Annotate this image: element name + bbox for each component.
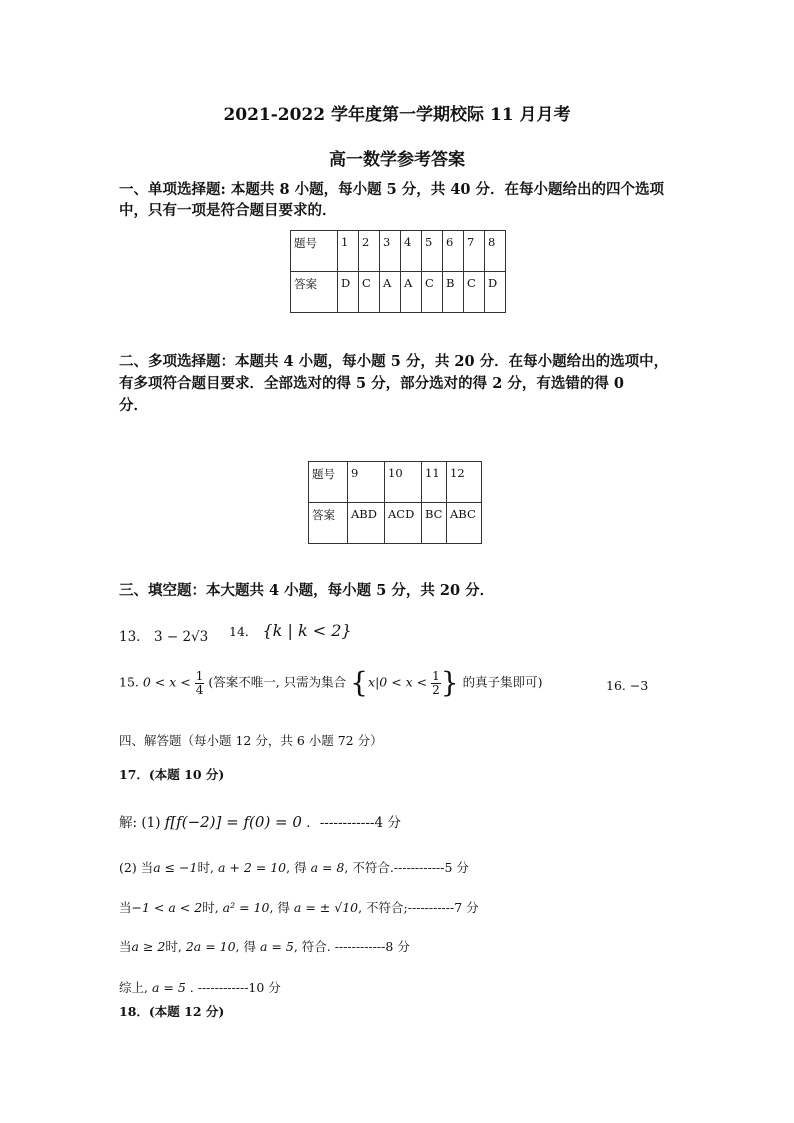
q17-line2-suffix: , 不符合.------------5 分	[344, 860, 469, 875]
question-number: 1	[338, 231, 359, 272]
answer-cell: ACD	[385, 503, 422, 544]
q15-fraction-numerator: 1	[195, 668, 204, 683]
q15-fraction-denominator: 4	[195, 682, 204, 697]
q13-label: 13．	[119, 629, 150, 645]
section1-heading-line1: 一、单项选择题: 本题共 8 小题，每小题 5 分，共 40 分．在每小题给出的四个选项	[119, 181, 665, 198]
q17-line1-suffix: ．------------4 分	[306, 815, 401, 831]
q15-label: 15.	[119, 674, 139, 690]
q17-line3-mid: 时,	[202, 900, 219, 915]
q13-answer-line	[119, 625, 208, 645]
table-row-numbers	[309, 462, 482, 503]
page-title: 2021-2022 学年度第一学期校际 11 月月考	[223, 105, 571, 125]
question-number: 6	[443, 231, 464, 272]
q17-line2-mid: 时,	[197, 860, 214, 875]
table-row-answers	[309, 503, 482, 544]
question-number: 4	[401, 231, 422, 272]
row-label-number: 题号	[291, 231, 338, 272]
q17-line1	[119, 811, 401, 831]
q17-line2	[119, 858, 469, 876]
q17-line4-condition: a ≥ 2	[131, 939, 166, 954]
answer-cell: D	[485, 272, 506, 313]
question-number: 10	[385, 462, 422, 503]
q17-line4	[119, 937, 410, 955]
q15-note-a: (答案不唯一, 只需为集合	[208, 674, 347, 690]
section3-heading: 三、填空题：本大题共 4 小题，每小题 5 分，共 20 分．	[119, 582, 495, 599]
q17-line2-equation: a + 2 = 10	[217, 860, 287, 875]
q14-answer: {k | k < 2}	[262, 621, 352, 640]
question-number: 8	[485, 231, 506, 272]
answer-cell: C	[464, 272, 485, 313]
question-number: 12	[447, 462, 482, 503]
answer-cell: D	[338, 272, 359, 313]
q16-answer: −3	[629, 678, 649, 693]
answer-cell: C	[422, 272, 443, 313]
q17-line3-condition: −1 < a < 2	[131, 900, 203, 915]
answer-cell: C	[359, 272, 380, 313]
section2-heading-line1: 二、多项选择题：本题共 4 小题，每小题 5 分，共 20 分．在每小题给出的选项中，	[119, 353, 669, 370]
q16-answer-line	[606, 678, 648, 693]
q15-set-open-brace: {	[350, 666, 368, 699]
q17-line5	[119, 978, 281, 996]
q15-note-b: 的真子集即可)	[462, 674, 543, 690]
q17-line5-result: a = 5	[151, 980, 186, 995]
q15-set-fraction	[431, 670, 441, 697]
table-row-answers	[291, 272, 506, 313]
question-number: 3	[380, 231, 401, 272]
multi-choice-answer-table	[308, 461, 482, 544]
q17-line2-result: a = 8	[310, 860, 345, 875]
q17-line1-prefix: 解: (1)	[119, 815, 161, 831]
q17-line4-equation: 2a = 10	[185, 939, 236, 954]
section1-heading-line2: 中，只有一项是符合题目要求的．	[119, 202, 337, 219]
answer-cell: ABD	[348, 503, 385, 544]
question-number: 7	[464, 231, 485, 272]
answer-cell: ABC	[447, 503, 482, 544]
question-number: 9	[348, 462, 385, 503]
q15-set-close-brace: }	[440, 666, 459, 699]
q17-line4-get: , 得	[235, 939, 256, 954]
answer-cell: A	[380, 272, 401, 313]
q17-line3-suffix: , 不符合;-----------7 分	[358, 900, 479, 915]
q17-line4-suffix: , 符合. ------------8 分	[293, 939, 410, 954]
row-label-answer: 答案	[309, 503, 348, 544]
table-row-numbers	[291, 231, 506, 272]
section2-heading-line2: 有多项符合题目要求．全部选对的得 5 分，部分选对的得 2 分，有选错的得 0	[119, 375, 625, 392]
q17-line3-get: , 得	[269, 900, 290, 915]
question-number: 11	[422, 462, 447, 503]
section2-heading-line3: 分．	[119, 397, 148, 414]
q15-set-variable: x	[368, 674, 376, 690]
q17-line5-suffix: . ------------10 分	[189, 980, 281, 995]
q15-fraction	[195, 670, 205, 697]
q17-line1-expression: f[f(−2)] = f(0) = 0	[164, 813, 302, 831]
q17-line2-prefix: (2) 当	[119, 860, 154, 875]
q17-line4-prefix: 当	[119, 939, 132, 954]
q17-line4-result: a = 5	[259, 939, 294, 954]
q17-line3	[119, 898, 479, 916]
q17-line3-prefix: 当	[119, 900, 132, 915]
q14-answer-line	[229, 621, 352, 640]
q15-set-fraction-numerator: 1	[432, 668, 440, 683]
question-number: 2	[359, 231, 380, 272]
q15-set-bar: |	[375, 674, 380, 690]
page-subtitle: 高一数学参考答案	[329, 150, 465, 170]
section4-heading: 四、解答题（每小题 12 分，共 6 小题 72 分）	[119, 733, 383, 748]
row-label-number: 题号	[309, 462, 348, 503]
row-label-answer: 答案	[291, 272, 338, 313]
q17-line3-result: a = ± √10	[293, 900, 359, 915]
q17-line3-equation: a² = 10	[222, 900, 270, 915]
answer-cell: B	[443, 272, 464, 313]
q16-label: 16.	[606, 678, 626, 693]
q17-title: 17．(本题 10 分)	[119, 767, 225, 782]
q17-line5-prefix: 综上,	[119, 980, 148, 995]
q15-set-condition: 0 < x <	[379, 674, 428, 690]
answer-cell: BC	[422, 503, 447, 544]
q15-set-fraction-denominator: 2	[432, 682, 440, 697]
answer-cell: A	[401, 272, 422, 313]
q15-inequality: 0 < x <	[142, 674, 191, 690]
q18-title: 18．(本题 12 分)	[119, 1004, 225, 1019]
q17-line2-condition: a ≤ −1	[153, 860, 198, 875]
question-number: 5	[422, 231, 443, 272]
single-choice-answer-table	[290, 230, 506, 313]
q15-answer-line	[119, 666, 543, 699]
q14-label: 14．	[229, 624, 258, 639]
q13-answer: 3 − 2√3	[153, 629, 209, 645]
q17-line4-mid: 时,	[165, 939, 182, 954]
q17-line2-get: , 得	[286, 860, 307, 875]
